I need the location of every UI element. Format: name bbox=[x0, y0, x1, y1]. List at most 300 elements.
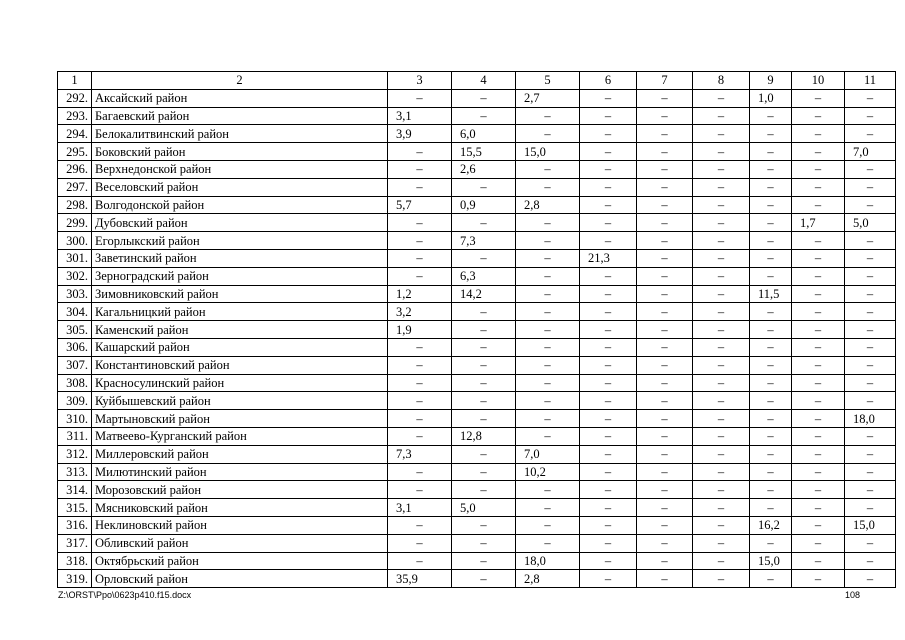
value-cell: – bbox=[580, 570, 637, 588]
value-cell: – bbox=[693, 499, 750, 517]
value-cell: – bbox=[750, 410, 792, 428]
district-name-cell: Обливский район bbox=[92, 534, 388, 552]
value-cell: – bbox=[750, 232, 792, 250]
value-cell: – bbox=[693, 107, 750, 125]
value-cell: – bbox=[637, 516, 693, 534]
value-cell: – bbox=[693, 196, 750, 214]
row-number-cell: 296. bbox=[58, 160, 92, 178]
value-cell: 5,7 bbox=[388, 196, 452, 214]
value-cell: – bbox=[750, 160, 792, 178]
value-cell: – bbox=[750, 249, 792, 267]
value-cell: – bbox=[637, 321, 693, 339]
value-cell: – bbox=[580, 410, 637, 428]
district-name-cell: Верхнедонской район bbox=[92, 160, 388, 178]
value-cell: – bbox=[637, 89, 693, 107]
value-cell: – bbox=[580, 321, 637, 339]
row-number-cell: 294. bbox=[58, 125, 92, 143]
value-cell: 15,0 bbox=[845, 516, 896, 534]
value-cell: 3,2 bbox=[388, 303, 452, 321]
value-cell: 14,2 bbox=[452, 285, 516, 303]
district-name-cell: Аксайский район bbox=[92, 89, 388, 107]
value-cell: – bbox=[845, 427, 896, 445]
value-cell: – bbox=[750, 303, 792, 321]
value-cell: – bbox=[693, 89, 750, 107]
value-cell: – bbox=[750, 445, 792, 463]
value-cell: – bbox=[792, 232, 845, 250]
value-cell: – bbox=[750, 178, 792, 196]
table-row bbox=[58, 249, 896, 267]
value-cell: 35,9 bbox=[388, 570, 452, 588]
value-cell: – bbox=[580, 125, 637, 143]
value-cell: – bbox=[792, 427, 845, 445]
value-cell: – bbox=[516, 249, 580, 267]
value-cell: – bbox=[792, 303, 845, 321]
header-cell: 2 bbox=[92, 72, 388, 90]
value-cell: 3,9 bbox=[388, 125, 452, 143]
value-cell: – bbox=[580, 481, 637, 499]
value-cell: – bbox=[452, 214, 516, 232]
header-cell: 1 bbox=[58, 72, 92, 90]
value-cell: – bbox=[792, 552, 845, 570]
value-cell: – bbox=[452, 463, 516, 481]
value-cell: – bbox=[516, 107, 580, 125]
value-cell: – bbox=[452, 321, 516, 339]
row-number-cell: 303. bbox=[58, 285, 92, 303]
value-cell: – bbox=[452, 338, 516, 356]
district-name-cell: Мартыновский район bbox=[92, 410, 388, 428]
value-cell: – bbox=[580, 232, 637, 250]
value-cell: – bbox=[580, 267, 637, 285]
value-cell: – bbox=[452, 534, 516, 552]
value-cell: – bbox=[693, 534, 750, 552]
table-row bbox=[58, 427, 896, 445]
value-cell: – bbox=[792, 338, 845, 356]
header-cell: 10 bbox=[792, 72, 845, 90]
table-body bbox=[58, 72, 896, 588]
value-cell: – bbox=[580, 107, 637, 125]
value-cell: – bbox=[845, 160, 896, 178]
value-cell: – bbox=[693, 516, 750, 534]
value-cell: 1,7 bbox=[792, 214, 845, 232]
table-row bbox=[58, 499, 896, 517]
value-cell: – bbox=[845, 232, 896, 250]
value-cell: – bbox=[693, 463, 750, 481]
value-cell: 16,2 bbox=[750, 516, 792, 534]
value-cell: – bbox=[792, 410, 845, 428]
value-cell: – bbox=[452, 570, 516, 588]
value-cell: – bbox=[750, 267, 792, 285]
value-cell: – bbox=[845, 89, 896, 107]
value-cell: – bbox=[452, 89, 516, 107]
value-cell: 11,5 bbox=[750, 285, 792, 303]
value-cell: 1,9 bbox=[388, 321, 452, 339]
value-cell: – bbox=[388, 516, 452, 534]
district-name-cell: Белокалитвинский район bbox=[92, 125, 388, 143]
value-cell: – bbox=[516, 516, 580, 534]
value-cell: 2,6 bbox=[452, 160, 516, 178]
row-number-cell: 302. bbox=[58, 267, 92, 285]
value-cell: – bbox=[388, 356, 452, 374]
value-cell: – bbox=[580, 499, 637, 517]
value-cell: – bbox=[792, 445, 845, 463]
value-cell: – bbox=[792, 463, 845, 481]
district-name-cell: Кагальницкий район bbox=[92, 303, 388, 321]
value-cell: – bbox=[845, 338, 896, 356]
value-cell: – bbox=[580, 552, 637, 570]
value-cell: – bbox=[693, 552, 750, 570]
value-cell: – bbox=[792, 499, 845, 517]
district-name-cell: Куйбышевский район bbox=[92, 392, 388, 410]
value-cell: – bbox=[750, 321, 792, 339]
value-cell: – bbox=[516, 160, 580, 178]
district-name-cell: Зерноградский район bbox=[92, 267, 388, 285]
value-cell: – bbox=[845, 107, 896, 125]
value-cell: – bbox=[693, 445, 750, 463]
district-name-cell: Неклиновский район bbox=[92, 516, 388, 534]
value-cell: – bbox=[580, 463, 637, 481]
value-cell: – bbox=[388, 160, 452, 178]
value-cell: – bbox=[516, 392, 580, 410]
header-cell: 7 bbox=[637, 72, 693, 90]
value-cell: 6,0 bbox=[452, 125, 516, 143]
value-cell: – bbox=[388, 214, 452, 232]
district-name-cell: Веселовский район bbox=[92, 178, 388, 196]
row-number-cell: 300. bbox=[58, 232, 92, 250]
value-cell: – bbox=[580, 534, 637, 552]
value-cell: – bbox=[580, 178, 637, 196]
value-cell: – bbox=[792, 125, 845, 143]
value-cell: – bbox=[637, 445, 693, 463]
value-cell: – bbox=[845, 499, 896, 517]
value-cell: – bbox=[750, 534, 792, 552]
value-cell: 7,3 bbox=[388, 445, 452, 463]
table-row bbox=[58, 552, 896, 570]
value-cell: – bbox=[580, 427, 637, 445]
value-cell: 15,0 bbox=[750, 552, 792, 570]
value-cell: – bbox=[637, 178, 693, 196]
value-cell: – bbox=[637, 427, 693, 445]
district-name-cell: Каменский район bbox=[92, 321, 388, 339]
table-row bbox=[58, 338, 896, 356]
value-cell: – bbox=[388, 232, 452, 250]
value-cell: – bbox=[388, 178, 452, 196]
district-name-cell: Боковский район bbox=[92, 143, 388, 161]
value-cell: – bbox=[388, 410, 452, 428]
value-cell: – bbox=[693, 178, 750, 196]
district-name-cell: Егорлыкский район bbox=[92, 232, 388, 250]
value-cell: – bbox=[637, 570, 693, 588]
value-cell: – bbox=[693, 410, 750, 428]
table-row bbox=[58, 321, 896, 339]
value-cell: – bbox=[693, 232, 750, 250]
value-cell: – bbox=[792, 534, 845, 552]
value-cell: – bbox=[750, 463, 792, 481]
value-cell: – bbox=[637, 481, 693, 499]
value-cell: 1,2 bbox=[388, 285, 452, 303]
value-cell: – bbox=[452, 178, 516, 196]
value-cell: – bbox=[750, 374, 792, 392]
value-cell: – bbox=[388, 463, 452, 481]
value-cell: – bbox=[750, 107, 792, 125]
value-cell: – bbox=[637, 499, 693, 517]
value-cell: – bbox=[693, 481, 750, 499]
row-number-cell: 301. bbox=[58, 249, 92, 267]
value-cell: – bbox=[845, 356, 896, 374]
value-cell: 18,0 bbox=[845, 410, 896, 428]
value-cell: – bbox=[637, 107, 693, 125]
value-cell: – bbox=[580, 392, 637, 410]
district-name-cell: Миллеровский район bbox=[92, 445, 388, 463]
header-cell: 3 bbox=[388, 72, 452, 90]
district-name-cell: Дубовский район bbox=[92, 214, 388, 232]
value-cell: – bbox=[750, 196, 792, 214]
table-row bbox=[58, 285, 896, 303]
row-number-cell: 319. bbox=[58, 570, 92, 588]
value-cell: – bbox=[845, 570, 896, 588]
row-number-cell: 299. bbox=[58, 214, 92, 232]
value-cell: – bbox=[452, 552, 516, 570]
value-cell: – bbox=[792, 481, 845, 499]
value-cell: – bbox=[388, 374, 452, 392]
row-number-cell: 311. bbox=[58, 427, 92, 445]
value-cell: 7,0 bbox=[516, 445, 580, 463]
value-cell: – bbox=[750, 392, 792, 410]
value-cell: – bbox=[845, 552, 896, 570]
value-cell: – bbox=[452, 249, 516, 267]
value-cell: – bbox=[792, 89, 845, 107]
value-cell: – bbox=[516, 427, 580, 445]
value-cell: – bbox=[845, 321, 896, 339]
value-cell: – bbox=[693, 267, 750, 285]
value-cell: – bbox=[693, 374, 750, 392]
value-cell: 7,3 bbox=[452, 232, 516, 250]
value-cell: – bbox=[845, 374, 896, 392]
table-row bbox=[58, 232, 896, 250]
value-cell: – bbox=[693, 392, 750, 410]
value-cell: – bbox=[792, 321, 845, 339]
district-name-cell: Орловский район bbox=[92, 570, 388, 588]
header-cell: 11 bbox=[845, 72, 896, 90]
value-cell: – bbox=[693, 143, 750, 161]
value-cell: – bbox=[637, 392, 693, 410]
value-cell: – bbox=[693, 321, 750, 339]
row-number-cell: 313. bbox=[58, 463, 92, 481]
value-cell: – bbox=[388, 534, 452, 552]
value-cell: – bbox=[516, 303, 580, 321]
header-cell: 6 bbox=[580, 72, 637, 90]
value-cell: – bbox=[792, 516, 845, 534]
value-cell: – bbox=[792, 570, 845, 588]
district-name-cell: Октябрьский район bbox=[92, 552, 388, 570]
district-name-cell: Красносулинский район bbox=[92, 374, 388, 392]
value-cell: – bbox=[516, 125, 580, 143]
footer-page-number: 108 bbox=[844, 590, 860, 600]
value-cell: – bbox=[516, 410, 580, 428]
table-row bbox=[58, 481, 896, 499]
value-cell: – bbox=[750, 570, 792, 588]
row-number-cell: 316. bbox=[58, 516, 92, 534]
table-row bbox=[58, 178, 896, 196]
table-row bbox=[58, 267, 896, 285]
value-cell: – bbox=[580, 445, 637, 463]
value-cell: – bbox=[792, 249, 845, 267]
value-cell: – bbox=[637, 125, 693, 143]
value-cell: – bbox=[452, 374, 516, 392]
value-cell: – bbox=[792, 356, 845, 374]
value-cell: – bbox=[750, 499, 792, 517]
value-cell: – bbox=[637, 303, 693, 321]
value-cell: – bbox=[693, 303, 750, 321]
value-cell: 7,0 bbox=[845, 143, 896, 161]
value-cell: – bbox=[516, 356, 580, 374]
value-cell: – bbox=[750, 143, 792, 161]
value-cell: – bbox=[637, 232, 693, 250]
value-cell: – bbox=[750, 356, 792, 374]
value-cell: – bbox=[693, 338, 750, 356]
value-cell: – bbox=[792, 178, 845, 196]
value-cell: – bbox=[388, 392, 452, 410]
value-cell: 2,7 bbox=[516, 89, 580, 107]
value-cell: – bbox=[693, 249, 750, 267]
value-cell: 6,3 bbox=[452, 267, 516, 285]
value-cell: 1,0 bbox=[750, 89, 792, 107]
row-number-cell: 317. bbox=[58, 534, 92, 552]
value-cell: – bbox=[845, 392, 896, 410]
value-cell: – bbox=[637, 285, 693, 303]
value-cell: – bbox=[637, 552, 693, 570]
value-cell: – bbox=[452, 107, 516, 125]
row-number-cell: 312. bbox=[58, 445, 92, 463]
value-cell: 0,9 bbox=[452, 196, 516, 214]
value-cell: – bbox=[452, 392, 516, 410]
value-cell: – bbox=[516, 321, 580, 339]
table-row bbox=[58, 107, 896, 125]
value-cell: – bbox=[516, 499, 580, 517]
row-number-cell: 306. bbox=[58, 338, 92, 356]
district-name-cell: Мясниковский район bbox=[92, 499, 388, 517]
value-cell: – bbox=[580, 516, 637, 534]
value-cell: – bbox=[693, 356, 750, 374]
value-cell: – bbox=[388, 89, 452, 107]
value-cell: – bbox=[792, 160, 845, 178]
district-name-cell: Волгодонской район bbox=[92, 196, 388, 214]
header-cell: 5 bbox=[516, 72, 580, 90]
value-cell: – bbox=[580, 356, 637, 374]
value-cell: – bbox=[792, 392, 845, 410]
value-cell: – bbox=[637, 534, 693, 552]
value-cell: – bbox=[750, 338, 792, 356]
row-number-cell: 314. bbox=[58, 481, 92, 499]
value-cell: 3,1 bbox=[388, 107, 452, 125]
value-cell: 15,5 bbox=[452, 143, 516, 161]
table-row bbox=[58, 143, 896, 161]
value-cell: – bbox=[452, 356, 516, 374]
table-row bbox=[58, 516, 896, 534]
value-cell: – bbox=[452, 303, 516, 321]
table-row bbox=[58, 570, 896, 588]
value-cell: – bbox=[580, 285, 637, 303]
value-cell: – bbox=[580, 160, 637, 178]
value-cell: – bbox=[693, 285, 750, 303]
value-cell: 10,2 bbox=[516, 463, 580, 481]
value-cell: – bbox=[580, 214, 637, 232]
value-cell: – bbox=[516, 178, 580, 196]
value-cell: – bbox=[845, 196, 896, 214]
value-cell: 21,3 bbox=[580, 249, 637, 267]
row-number-cell: 298. bbox=[58, 196, 92, 214]
value-cell: – bbox=[845, 481, 896, 499]
district-name-cell: Морозовский район bbox=[92, 481, 388, 499]
table-row bbox=[58, 410, 896, 428]
value-cell: – bbox=[750, 125, 792, 143]
value-cell: – bbox=[792, 143, 845, 161]
value-cell: – bbox=[792, 267, 845, 285]
header-cell: 4 bbox=[452, 72, 516, 90]
table-row bbox=[58, 303, 896, 321]
value-cell: – bbox=[845, 303, 896, 321]
value-cell: – bbox=[516, 285, 580, 303]
value-cell: – bbox=[845, 463, 896, 481]
value-cell: – bbox=[750, 214, 792, 232]
table-row bbox=[58, 463, 896, 481]
row-number-cell: 315. bbox=[58, 499, 92, 517]
value-cell: – bbox=[845, 534, 896, 552]
value-cell: – bbox=[637, 267, 693, 285]
district-name-cell: Багаевский район bbox=[92, 107, 388, 125]
row-number-cell: 310. bbox=[58, 410, 92, 428]
value-cell: 15,0 bbox=[516, 143, 580, 161]
value-cell: – bbox=[516, 374, 580, 392]
district-name-cell: Матвеево-Курганский район bbox=[92, 427, 388, 445]
value-cell: – bbox=[637, 410, 693, 428]
district-name-cell: Кашарский район bbox=[92, 338, 388, 356]
header-cell: 9 bbox=[750, 72, 792, 90]
row-number-cell: 295. bbox=[58, 143, 92, 161]
value-cell: – bbox=[750, 427, 792, 445]
district-name-cell: Зимовниковский район bbox=[92, 285, 388, 303]
value-cell: – bbox=[516, 214, 580, 232]
value-cell: – bbox=[693, 125, 750, 143]
value-cell: – bbox=[516, 267, 580, 285]
table-row bbox=[58, 214, 896, 232]
value-cell: – bbox=[580, 338, 637, 356]
value-cell: 5,0 bbox=[452, 499, 516, 517]
value-cell: – bbox=[693, 427, 750, 445]
footer-file-path: Z:\ORST\Ppo\0623p410.f15.docx bbox=[58, 590, 192, 600]
value-cell: 2,8 bbox=[516, 570, 580, 588]
value-cell: 18,0 bbox=[516, 552, 580, 570]
row-number-cell: 293. bbox=[58, 107, 92, 125]
value-cell: – bbox=[792, 107, 845, 125]
value-cell: – bbox=[693, 570, 750, 588]
value-cell: – bbox=[516, 534, 580, 552]
value-cell: – bbox=[452, 481, 516, 499]
value-cell: – bbox=[388, 249, 452, 267]
value-cell: 12,8 bbox=[452, 427, 516, 445]
value-cell: – bbox=[637, 143, 693, 161]
value-cell: 2,8 bbox=[516, 196, 580, 214]
value-cell: – bbox=[388, 143, 452, 161]
table-header-row bbox=[58, 72, 896, 90]
row-number-cell: 308. bbox=[58, 374, 92, 392]
value-cell: – bbox=[580, 303, 637, 321]
value-cell: – bbox=[637, 338, 693, 356]
value-cell: – bbox=[845, 249, 896, 267]
row-number-cell: 318. bbox=[58, 552, 92, 570]
value-cell: – bbox=[637, 214, 693, 232]
table-row bbox=[58, 125, 896, 143]
value-cell: 3,1 bbox=[388, 499, 452, 517]
